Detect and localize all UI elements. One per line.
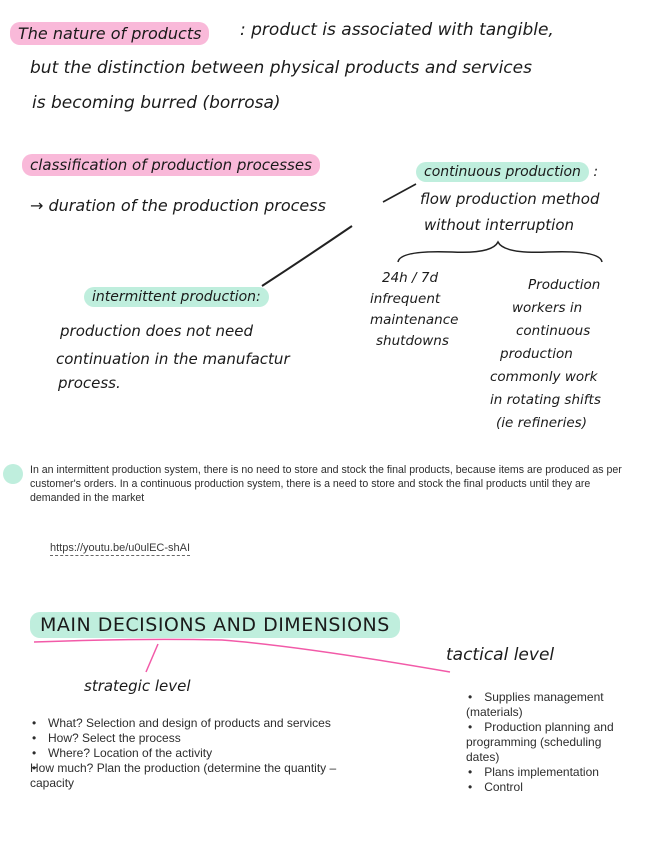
continuous-def-2: without interruption <box>424 216 575 234</box>
nature-line-3: is becoming burred (borrosa) <box>32 93 281 113</box>
classification-title: classification of production processes <box>22 156 320 174</box>
tactical-level-label: tactical level <box>446 645 555 665</box>
nature-line-2: but the distinction between physical products and services <box>30 58 532 78</box>
list-item: • Control <box>466 780 636 795</box>
duration-text: → duration of the production process <box>30 196 326 215</box>
tactical-list <box>466 690 636 795</box>
continuous-label: continuous production : <box>416 164 598 180</box>
strategic-list <box>30 716 380 791</box>
list-item: • Where? Location of the activity <box>30 746 380 761</box>
note-line: infrequent <box>370 291 441 307</box>
note-line: continuous <box>516 323 591 339</box>
continuous-right-notes <box>490 274 601 435</box>
nature-line-1: : product is associated with tangible, <box>240 20 554 40</box>
intermittent-def-3: process. <box>58 374 121 392</box>
note-line: in rotating shifts <box>490 392 601 408</box>
note-line: workers in <box>512 300 583 316</box>
intermittent-def-2: continuation in the manufactur <box>56 350 290 368</box>
list-item: • How much? Plan the production (determine the quantity – capacity <box>30 761 380 791</box>
continuous-def-1: flow production method <box>420 190 600 208</box>
nature-title: The nature of products <box>10 24 209 43</box>
note-line: shutdowns <box>376 333 449 349</box>
note-line: (ie refineries) <box>496 415 587 431</box>
note-line: 24h / 7d <box>382 270 439 286</box>
list-item: • Plans implementation <box>466 765 636 780</box>
intermittent-label: intermittent production: <box>84 289 269 305</box>
continuous-left-notes <box>370 268 458 352</box>
note-line: Production <box>528 277 601 293</box>
list-item: • Production planning and programming (scheduling dates) <box>466 720 636 765</box>
note-line: maintenance <box>370 312 459 328</box>
main-decisions-title: MAIN DECISIONS AND DIMENSIONS <box>30 614 400 636</box>
list-item: • Supplies management (materials) <box>466 690 636 720</box>
list-item: • What? Selection and design of products and services <box>30 716 380 731</box>
note-line: commonly work <box>490 369 598 385</box>
video-link[interactable]: https://youtu.be/u0ulEC-shAI <box>50 542 191 554</box>
strategic-level-label: strategic level <box>84 677 191 695</box>
list-item: • How? Select the process <box>30 731 380 746</box>
note-line: production <box>500 346 573 362</box>
production-systems-paragraph: In an intermittent production system, there is no need to store and stock the final products, because items are produced as per customer's orders. In a continuous production system, there is a need to store and stock the final products until they are demanded in the market <box>30 464 622 504</box>
intermittent-def-1: production does not need <box>60 322 253 340</box>
